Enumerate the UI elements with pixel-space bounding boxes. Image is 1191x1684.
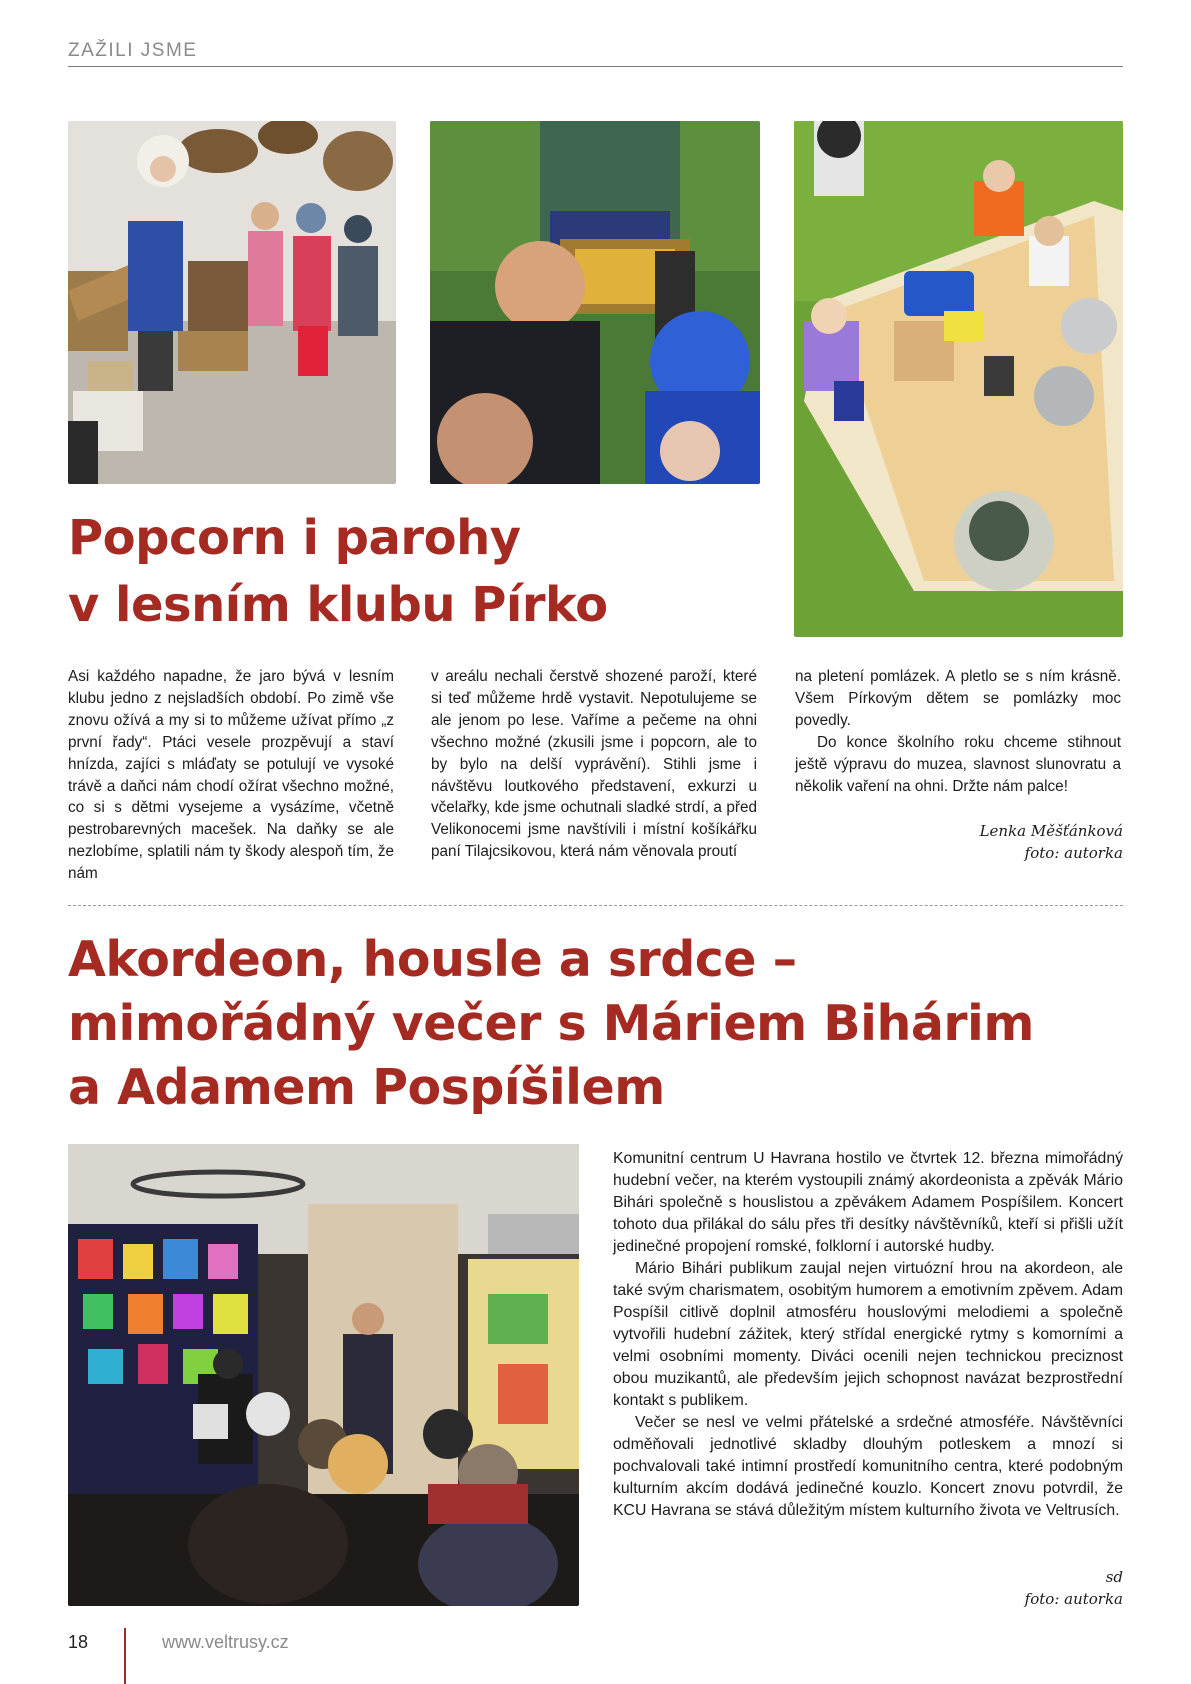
article-1-title-line-2: v lesním klubu Pírko xyxy=(68,577,608,633)
photo-concert xyxy=(68,1144,579,1606)
article-divider xyxy=(68,905,1123,906)
article-1-credits xyxy=(980,820,1123,864)
photo-beekeeping-visit xyxy=(430,121,760,484)
article-2-title-line-1: Akordeon, housle a srdce – xyxy=(68,931,797,988)
article-2-paragraph-2: Mário Bihári publikum zaujal nejen virtuózní hrou na akordeon, ale také svým charismatem, osobitým humorem a emotivním zpěvem. Adam Pospíšil citlivě doplnil atmosféru houslovými melodiemi a společně vytvořili hudební zážitek, který střídal energické rytmy s komorními a velmi osobními momenty. Diváci ocenili nejen technickou preciznost obou muzikantů, ale především jejich schopnost navázat bezprostřední kontakt s publikem. xyxy=(613,1260,1123,1409)
page-number: 18 xyxy=(68,1632,89,1652)
article-2-paragraph-3: Večer se nesl ve velmi přátelské a srdečné atmosféře. Návštěvníci odměňovali jednotlivé skladby dlouhým potleskem a mnozí si pochvalovali také intimní prostředí komunitního centra, které podobným kulturním akcím dodává jedinečné kouzlo. Koncert znovu potvrdil, že KCU Havrana se stává důležitým místem kulturního života ve Veltrusích. xyxy=(613,1414,1123,1519)
photo-basket-weaver-visit xyxy=(68,121,396,484)
article-2-credits xyxy=(1025,1566,1123,1610)
article-1-title-line-1: Popcorn i parohy xyxy=(68,510,521,566)
article-1-photo-credit: foto: autorka xyxy=(1024,844,1123,862)
footer-divider xyxy=(124,1628,126,1684)
article-1-column-2: v areálu nechali čerstvě shozené paroží, které si teď můžeme hrdě vystavit. Nepotulujeme se ale jenom po lese. Vaříme a pečeme na ohni všechno možné (zkusili jsme i popcorn, ale to by bylo na delší vyprávění). Stihli jsme i návštěvu loutkového představení, exkurzi u včelařky, kde jsme ochutnali sladké strdí, a před Velikonocemi jsme navštívili i místní košíkářku paní Tilajcsikovou, která nám věnovala proutí xyxy=(431,668,757,861)
photo-baking-outdoors xyxy=(794,121,1123,637)
article-2-photo-credit: foto: autorka xyxy=(1024,1590,1123,1608)
article-2-body xyxy=(613,1148,1123,1522)
article-1-col3-paragraph-1: na pletení pomlázek. A pletlo se s ním krásně. Všem Pírkovým dětem se pomlázky moc povedly. xyxy=(795,668,1121,729)
article-1-col3-paragraph-2: Do konce školního roku chceme stihnout ještě výpravu do muzea, slavnost slunovratu a několik vaření na ohni. Držte nám palce! xyxy=(795,733,1121,795)
section-label: ZAŽILI JSME xyxy=(68,40,198,61)
footer-website-link[interactable]: www.veltrusy.cz xyxy=(162,1632,289,1652)
article-1-title xyxy=(68,505,768,639)
article-1-column-3 xyxy=(795,666,1121,797)
article-2-title-line-3: a Adamem Pospíšilem xyxy=(68,1059,665,1116)
article-2-title-line-2: mimořádný večer s Máriem Bihárim xyxy=(68,995,1034,1052)
article-2-paragraph-1: Komunitní centrum U Havrana hostilo ve čtvrtek 12. března mimořádný hudební večer, na kterém vystoupili známý akordeonista a zpěvák Mário Bihári společně s houslistou a zpěvákem Adamem Pospíšilem. Koncert tohoto dua přilákal do sálu přes tři desítky návštěvníků, kteří si přišli užít jedinečné propojení romské, folklorní i autorské hudby. xyxy=(613,1150,1123,1255)
article-1-author: Lenka Měšťánková xyxy=(979,822,1123,840)
article-2-title xyxy=(68,928,1128,1120)
header-rule xyxy=(68,66,1123,67)
article-2-author: sd xyxy=(1105,1568,1123,1586)
article-1-column-1: Asi každého napadne, že jaro bývá v lesním klubu jedno z nejsladších období. Po zimě vše znovu ožívá a my si to můžeme užívat přímo „z první řady“. Ptáci vesele prozpěvují a staví hnízda, zajíci s mláďaty se potulují ve vysoké trávě a daňci nám chodí ožírat všechno možné, co si s dětmi vysejeme a vysázíme, včetně pestrobarevných macešek. Na daňky se ale nezlobíme, splatili nám ty škody alespoň tím, že nám xyxy=(68,668,394,883)
